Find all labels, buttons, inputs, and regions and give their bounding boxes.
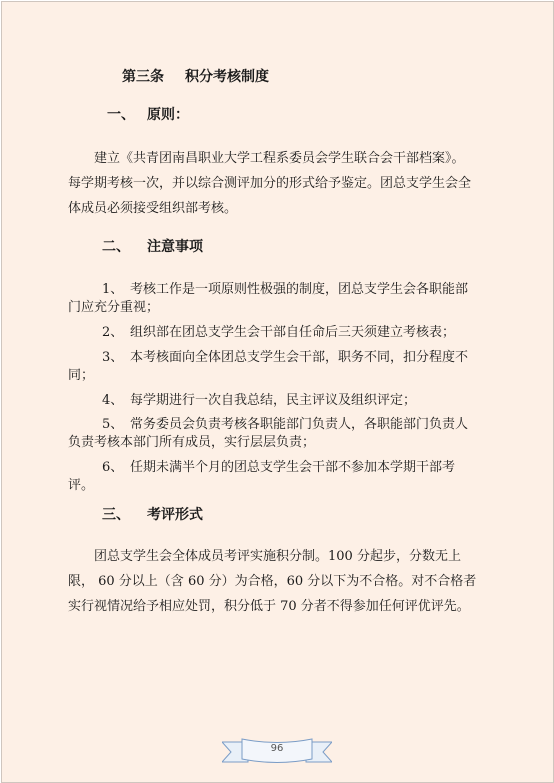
item-3-line: 本考核面向全体团总支学生会干部，职务不同，扣分程度不 xyxy=(130,350,469,365)
section-1-line: 体成员必须接受组织部考核。 xyxy=(68,201,238,216)
item-5-line: 常务委员会负责考核各职能部门负责人，各职能部门负责人 xyxy=(130,417,469,432)
section-3-line: 实行视情况给予相应处罚，积分低于 70 分者不得参加任何评优评先。 xyxy=(68,599,470,614)
section-1-title: 原则： xyxy=(147,107,189,123)
page-number-ribbon xyxy=(222,736,332,766)
section-3-number: 三、 xyxy=(102,507,130,523)
item-3-line: 同； xyxy=(68,368,95,383)
section-1-number: 一、 xyxy=(107,107,135,123)
document-page xyxy=(1,1,554,783)
item-1-line: 考核工作是一项原则性极强的制度，团总支学生会各职能部 xyxy=(130,282,469,297)
section-3-line: 团总支学生会全体成员考评实施积分制。100 分起步，分数无上 xyxy=(94,549,461,564)
section-3-line: 限， 60 分以上（含 60 分）为合格，60 分以下为不合格。对不合格者 xyxy=(68,574,477,589)
item-4-number: 4、 xyxy=(102,393,124,408)
section-2-title: 注意事项 xyxy=(147,239,203,255)
article-number: 第三条 xyxy=(122,69,164,85)
item-1-line: 门应充分重视； xyxy=(68,300,160,315)
section-2-number: 二、 xyxy=(102,239,130,255)
item-4-line: 每学期进行一次自我总结，民主评议及组织评定； xyxy=(130,393,417,408)
item-2-number: 2、 xyxy=(102,325,124,340)
item-1-number: 1、 xyxy=(102,282,124,297)
section-3-title: 考评形式 xyxy=(147,507,203,523)
item-2-line: 组织部在团总支学生会干部自任命后三天须建立考核表； xyxy=(130,325,456,340)
item-6-line: 任期未满半个月的团总支学生会干部不参加本学期干部考 xyxy=(130,460,456,475)
item-5-line: 负责考核本部门所有成员，实行层层负责； xyxy=(68,435,316,450)
item-3-number: 3、 xyxy=(102,350,124,365)
section-1-line: 建立《共青团南昌职业大学工程系委员会学生联合会干部档案》。 xyxy=(94,151,465,166)
item-5-number: 5、 xyxy=(102,417,124,432)
section-1-line: 每学期考核一次，并以综合测评加分的形式给予鉴定。团总支学生会全 xyxy=(68,176,472,191)
item-6-number: 6、 xyxy=(102,460,124,475)
page-number: 96 xyxy=(270,743,284,754)
article-title: 积分考核制度 xyxy=(185,69,269,85)
item-6-line: 评。 xyxy=(68,478,95,493)
